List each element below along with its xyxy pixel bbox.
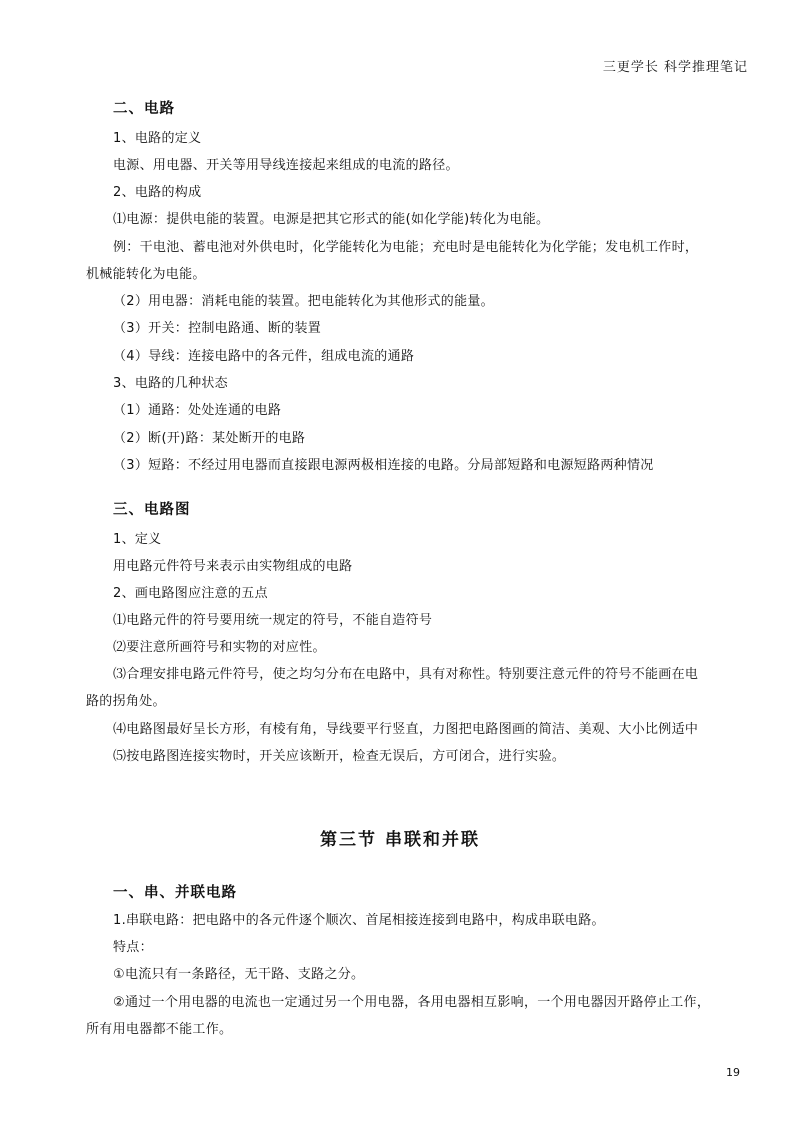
text-line: 2、画电路图应注意的五点 [113,586,268,601]
text-line: 电源、用电器、开关等用导线连接起来组成的电流的路径。 [113,158,459,173]
text-line: ⑵要注意所画符号和实物的对应性。 [113,640,326,655]
text-line: 1、电路的定义 [113,131,202,146]
text-line: 路的拐角处。 [86,694,166,709]
text-line: 2、电路的构成 [113,185,202,200]
running-header: 三更学长 科学推理笔记 [602,60,748,75]
text-line: 用电路元件符号来表示由实物组成的电路 [113,559,353,574]
section-title: 第三节 串联和并联 [320,830,480,850]
text-line: （3）短路：不经过用电器而直接跟电源两极相连接的电路。分局部短路和电源短路两种情况 [113,458,654,473]
heading-circuit: 二、电路 [113,101,175,117]
text-line: （1）通路：处处连通的电路 [113,403,282,418]
text-line: 所有用电器都不能工作。 [86,1022,233,1037]
heading-circuit-diagram: 三、电路图 [113,502,191,518]
text-line: （2）用电器：消耗电能的装置。把电能转化为其他形式的能量。 [113,294,494,309]
text-line: ⑷电路图最好呈长方形，有棱有角，导线要平行竖直，力图把电路图画的简洁、美观、大小比例适中 [113,722,699,737]
text-line: （4）导线：连接电路中的各元件，组成电流的通路 [113,349,415,364]
text-line: ⑸按电路图连接实物时，开关应该断开，检查无误后，方可闭合，进行实验。 [113,749,566,764]
text-line: 1、定义 [113,532,162,547]
text-line: （3）开关：控制电路通、断的装置 [113,321,322,336]
text-line: ⑶合理安排电路元件符号，使之均匀分布在电路中，具有对称性。特别要注意元件的符号不能画在电 [113,667,699,682]
page-number: 19 [726,1066,740,1079]
text-line: ①电流只有一条路径，无干路、支路之分。 [113,967,365,982]
text-line: ②通过一个用电器的电流也一定通过另一个用电器，各用电器相互影响，一个用电器因开路停止工作， [113,995,711,1010]
text-line: 机械能转化为电能。 [86,267,206,282]
heading-series-parallel: 一、串、并联电路 [113,885,237,901]
text-line: ⑴电源：提供电能的装置。电源是把其它形式的能(如化学能)转化为电能。 [113,212,550,227]
text-line: （2）断(开)路：某处断开的电路 [113,431,306,446]
text-line: 1.串联电路：把电路中的各元件逐个顺次、首尾相接连接到电路中，构成串联电路。 [113,913,605,928]
text-line: 3、电路的几种状态 [113,376,228,391]
text-line: 例：干电池、蓄电池对外供电时，化学能转化为电能；充电时是电能转化为化学能；发电机工作时， [113,240,699,255]
text-line: ⑴电路元件的符号要用统一规定的符号，不能自造符号 [113,613,433,628]
text-line: 特点： [113,940,153,955]
